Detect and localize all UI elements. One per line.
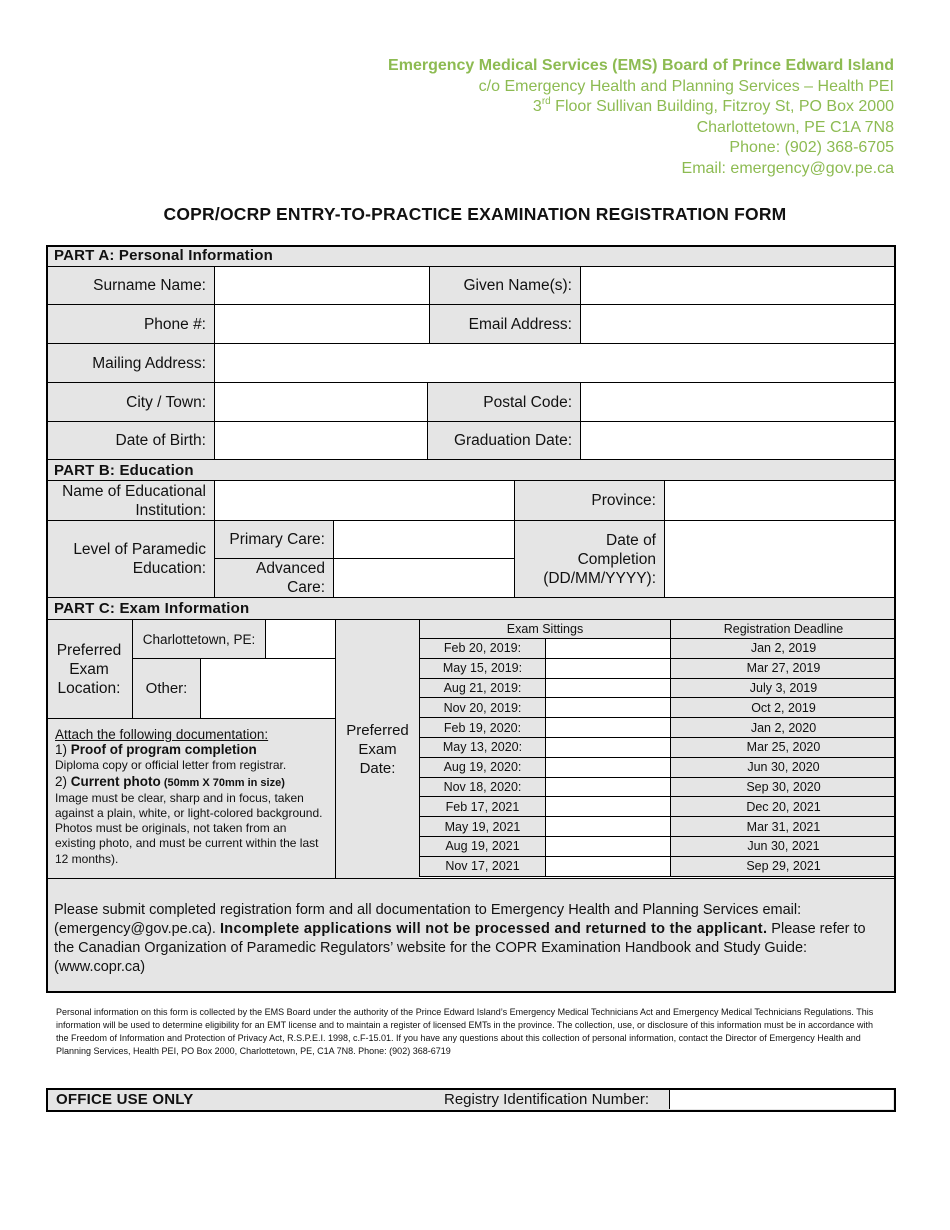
preferred-date-label: Preferred Exam Date: <box>335 620 419 878</box>
sitting-deadline: Jan 2, 2019 <box>670 639 896 659</box>
graduation-date-label: Graduation Date: <box>427 422 580 460</box>
surname-field[interactable] <box>214 267 429 305</box>
sitting-deadline: Mar 31, 2021 <box>670 817 896 837</box>
doc2-size: (50mm X 70mm in size) <box>160 776 285 789</box>
primary-care-field[interactable] <box>333 521 514 559</box>
sitting-deadline: Mar 25, 2020 <box>670 738 896 758</box>
registry-id-label: Registry Identification Number: <box>444 1091 650 1108</box>
documentation-heading: Attach the following documentation: <box>55 727 269 742</box>
floor-number: 3 <box>532 98 542 116</box>
completion-date-label: Date of Completion (DD/MM/YYYY): <box>514 521 664 598</box>
care-of-line: c/o Emergency Health and Planning Services – Health PEI <box>478 77 894 95</box>
email-label: Email Address: <box>429 305 580 344</box>
sitting-checkbox[interactable] <box>545 738 670 758</box>
sitting-date: May 13, 2020: <box>419 738 545 758</box>
org-name: Emergency Medical Services (EMS) Board of Prince Edward Island <box>388 57 894 74</box>
sitting-date: Aug 19, 2021 <box>419 837 545 857</box>
doc1-description: Diploma copy or official letter from registrar. <box>55 758 287 773</box>
sitting-deadline: Jun 30, 2020 <box>670 758 896 778</box>
sitting-checkbox[interactable] <box>545 778 670 798</box>
submit-line-2: Please refer to the Canadian Organization of Paramedic Regulators’ website for the COPR Examination Handbook and Study Guide: (www.copr.ca) <box>54 921 866 975</box>
other-location-field[interactable] <box>200 659 335 719</box>
form-title: COPR/OCRP ENTRY-TO-PRACTICE EXAMINATION REGISTRATION FORM <box>163 204 787 224</box>
doc2-title: Current photo <box>70 773 161 789</box>
exam-sittings-header: Exam Sittings <box>419 620 670 639</box>
part-c-heading: PART C: Exam Information <box>46 598 896 620</box>
institution-field[interactable] <box>214 481 514 521</box>
graduation-date-field[interactable] <box>580 422 896 460</box>
other-label: Other: <box>132 659 200 719</box>
sitting-date: Nov 18, 2020: <box>419 778 545 798</box>
sitting-checkbox[interactable] <box>545 698 670 718</box>
address-rest: Floor Sullivan Building, Fitzroy St, PO Box 2000 <box>550 98 894 116</box>
primary-care-label: Primary Care: <box>214 521 333 559</box>
doc1-title: Proof of program completion <box>70 742 257 758</box>
postal-code-label: Postal Code: <box>427 383 580 422</box>
privacy-notice: Personal information on this form is collected by the EMS Board under the authority of the Prince Edward Island’s Emergency Medical Technicians Act and Emergency Medical Technicians Regulations. This information will be used to determine eligibility for an EMT license and to maintain a register of licensed EMTs in the province. The collection, use, or disclosure of this information must be in accordance with the Freedom of Information and Protection of Privacy Act, R.S.P.E.I. 1998, c.F-15.01. If you have any questions about this collection of personal information, contact the Director of Emergency Health and Planning Services, Health PEI, PO Box 2000, Charlottetown, PE, C1A 7N8. Phone: (902) 368-6719 <box>56 1007 874 1056</box>
advanced-care-label: Advanced Care: <box>214 559 333 598</box>
part-a-heading: PART A: Personal Information <box>46 245 896 267</box>
sitting-checkbox[interactable] <box>545 837 670 857</box>
province-label: Province: <box>514 481 664 521</box>
sitting-checkbox[interactable] <box>545 857 670 877</box>
sitting-checkbox[interactable] <box>545 659 670 679</box>
charlottetown-label: Charlottetown, PE: <box>132 620 265 659</box>
sitting-date: Aug 21, 2019: <box>419 679 545 699</box>
sitting-date: Feb 20, 2019: <box>419 639 545 659</box>
postal-code-field[interactable] <box>580 383 896 422</box>
institution-label: Name of Educational Institution: <box>46 481 214 521</box>
sitting-date: Feb 17, 2021 <box>419 797 545 817</box>
surname-label: Surname Name: <box>46 267 214 305</box>
address-line <box>388 97 894 118</box>
sitting-deadline: Dec 20, 2021 <box>670 797 896 817</box>
floor-suffix: rd <box>541 96 551 108</box>
part-b-heading: PART B: Education <box>46 460 896 481</box>
office-use-label: OFFICE USE ONLY <box>56 1091 194 1108</box>
sitting-date: May 15, 2019: <box>419 659 545 679</box>
email-field[interactable] <box>580 305 896 344</box>
sitting-date: Nov 17, 2021 <box>419 857 545 877</box>
submit-warning: Incomplete applications will not be processed and returned to the applicant. <box>219 921 768 937</box>
sitting-date: Feb 19, 2020: <box>419 718 545 738</box>
sitting-deadline: Mar 27, 2019 <box>670 659 896 679</box>
sitting-deadline: Sep 30, 2020 <box>670 778 896 798</box>
dob-label: Date of Birth: <box>46 422 214 460</box>
given-name-label: Given Name(s): <box>429 267 580 305</box>
sitting-checkbox[interactable] <box>545 718 670 738</box>
phone-label: Phone #: <box>46 305 214 344</box>
level-label: Level of Paramedic Education: <box>46 521 214 598</box>
sitting-checkbox[interactable] <box>545 679 670 699</box>
phone-line: Phone: (902) 368-6705 <box>729 139 894 157</box>
submit-line-1: Please submit completed registration form and all documentation to Emergency Health and Planning Services email: (emergency@gov.pe.ca). <box>54 902 802 937</box>
province-field[interactable] <box>664 481 896 521</box>
doc1-number: 1) <box>55 742 71 758</box>
doc2-description: Image must be clear, sharp and in focus, taken against a plain, white, or light-colored background. Photos must be originals, not taken from an existing photo, and must be current within the last 12 months). <box>55 790 323 866</box>
documentation-block <box>46 719 335 878</box>
city-line: Charlottetown, PE C1A 7N8 <box>696 118 894 136</box>
sitting-deadline: Sep 29, 2021 <box>670 857 896 877</box>
sitting-deadline: July 3, 2019 <box>670 679 896 699</box>
sitting-date: Aug 19, 2020: <box>419 758 545 778</box>
sitting-checkbox[interactable] <box>545 797 670 817</box>
charlottetown-checkbox[interactable] <box>265 620 335 659</box>
registration-deadline-header: Registration Deadline <box>670 620 896 639</box>
sitting-checkbox[interactable] <box>545 817 670 837</box>
completion-date-field[interactable] <box>664 521 896 598</box>
phone-field[interactable] <box>214 305 429 344</box>
city-label: City / Town: <box>46 383 214 422</box>
preferred-location-label: Preferred Exam Location: <box>46 620 132 719</box>
registry-id-field[interactable] <box>669 1090 893 1109</box>
office-use-bar <box>46 1088 896 1112</box>
sitting-deadline: Jun 30, 2021 <box>670 837 896 857</box>
email-line: Email: emergency@gov.pe.ca <box>681 159 894 177</box>
sitting-date: May 19, 2021 <box>419 817 545 837</box>
header-block <box>388 56 894 180</box>
submission-instructions <box>46 878 896 993</box>
sitting-deadline: Jan 2, 2020 <box>670 718 896 738</box>
city-field[interactable] <box>214 383 427 422</box>
sitting-checkbox[interactable] <box>545 639 670 659</box>
sitting-deadline: Oct 2, 2019 <box>670 698 896 718</box>
doc2-number: 2) <box>55 773 71 789</box>
doc2-title-line <box>55 774 329 791</box>
sitting-checkbox[interactable] <box>545 758 670 778</box>
mailing-address-field[interactable] <box>214 344 896 383</box>
doc1-title-line <box>55 742 329 758</box>
given-name-field[interactable] <box>580 267 896 305</box>
mailing-address-label: Mailing Address: <box>46 344 214 383</box>
sitting-date: Nov 20, 2019: <box>419 698 545 718</box>
advanced-care-field[interactable] <box>333 559 514 598</box>
dob-field[interactable] <box>214 422 427 460</box>
